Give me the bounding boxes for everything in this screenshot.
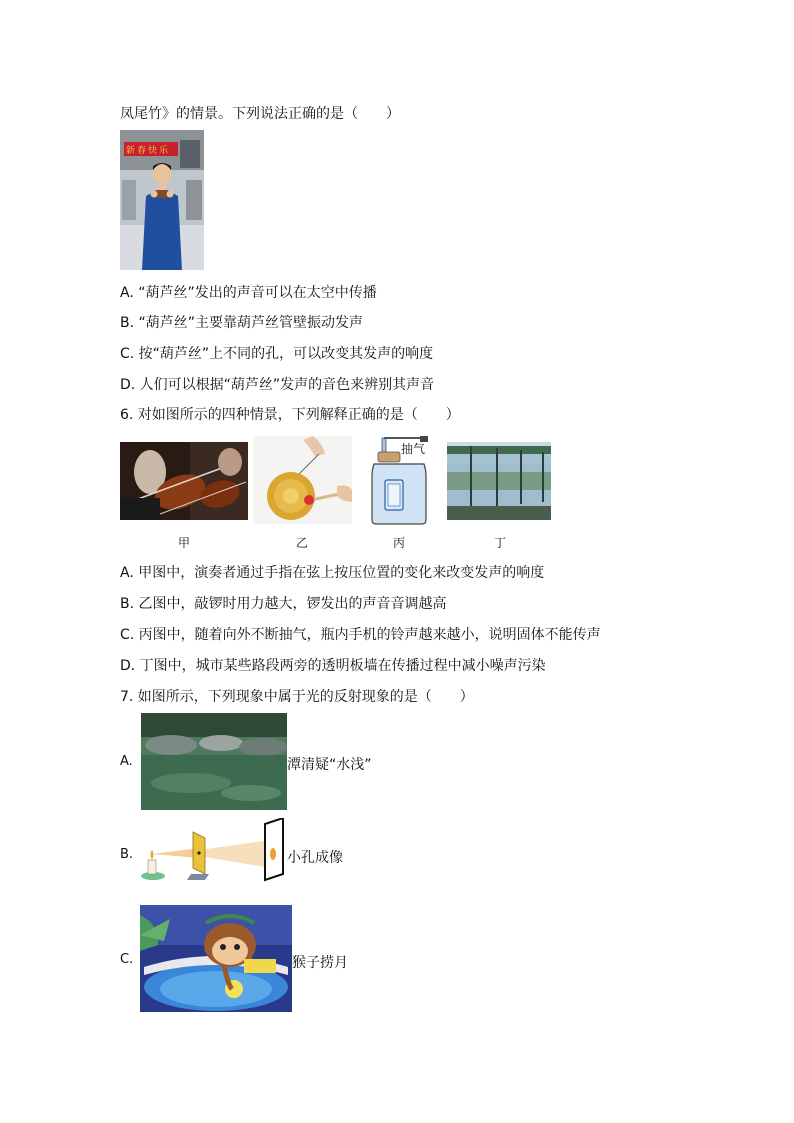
q7-option-a-text: 潭清疑“水浅” [287, 757, 372, 773]
q6-option-b: B. 乙图中，敲锣时用力越大，锣发出的声音音调越高 [120, 596, 447, 612]
caption-bing: 丙 [392, 536, 405, 550]
q7-option-a-label: A. [120, 754, 133, 769]
q6-option-d: D. 丁图中，城市某些路段两旁的透明板墙在传播过程中减小噪声污染 [120, 658, 546, 674]
caption-ding: 丁 [493, 536, 506, 550]
q7-option-b-text: 小孔成像 [287, 850, 343, 866]
pump-label: 抽气 [401, 442, 426, 456]
violin-photo [120, 442, 248, 520]
q7-option-b-label: B. [120, 847, 134, 862]
q7-stem: 7. 如图所示，下列现象中属于光的反射现象的是（ ） [120, 689, 474, 705]
pinhole-diagram [139, 818, 287, 884]
q5-option-c: C. 按“葫芦丝”上不同的孔，可以改变其发声的响度 [120, 346, 434, 362]
clear-pool-photo [141, 713, 287, 810]
q7-option-c-text: 猴子捞月 [292, 955, 348, 971]
monkey-moon-illustration [140, 905, 292, 1012]
banner-text: 新春快乐 [126, 146, 171, 156]
q7-option-c-label: C. [120, 952, 134, 967]
q6-stem: 6. 对如图所示的四种情景，下列解释正确的是（ ） [120, 407, 460, 423]
caption-yi: 乙 [295, 536, 308, 550]
q6-option-c: C. 丙图中，随着向外不断抽气，瓶内手机的铃声越来越小，说明固体不能传声 [120, 627, 601, 643]
gong-photo [253, 436, 352, 524]
vacuum-jar-diagram [366, 436, 446, 526]
q5-option-d: D. 人们可以根据“葫芦丝”发声的音色来辨别其声音 [120, 377, 435, 393]
q6-option-a: A. 甲图中，演奏者通过手指在弦上按压位置的变化来改变发声的响度 [120, 565, 545, 581]
q5-intro: 凤尾竹》的情景。下列说法正确的是（ ） [120, 106, 400, 122]
caption-jia: 甲 [177, 536, 190, 550]
q5-option-b: B. “葫芦丝”主要靠葫芦丝管壁振动发声 [120, 315, 364, 331]
noise-barrier-photo [447, 442, 551, 520]
q5-option-a: A. “葫芦丝”发出的声音可以在太空中传播 [120, 285, 377, 301]
astronaut-photo [120, 130, 204, 270]
